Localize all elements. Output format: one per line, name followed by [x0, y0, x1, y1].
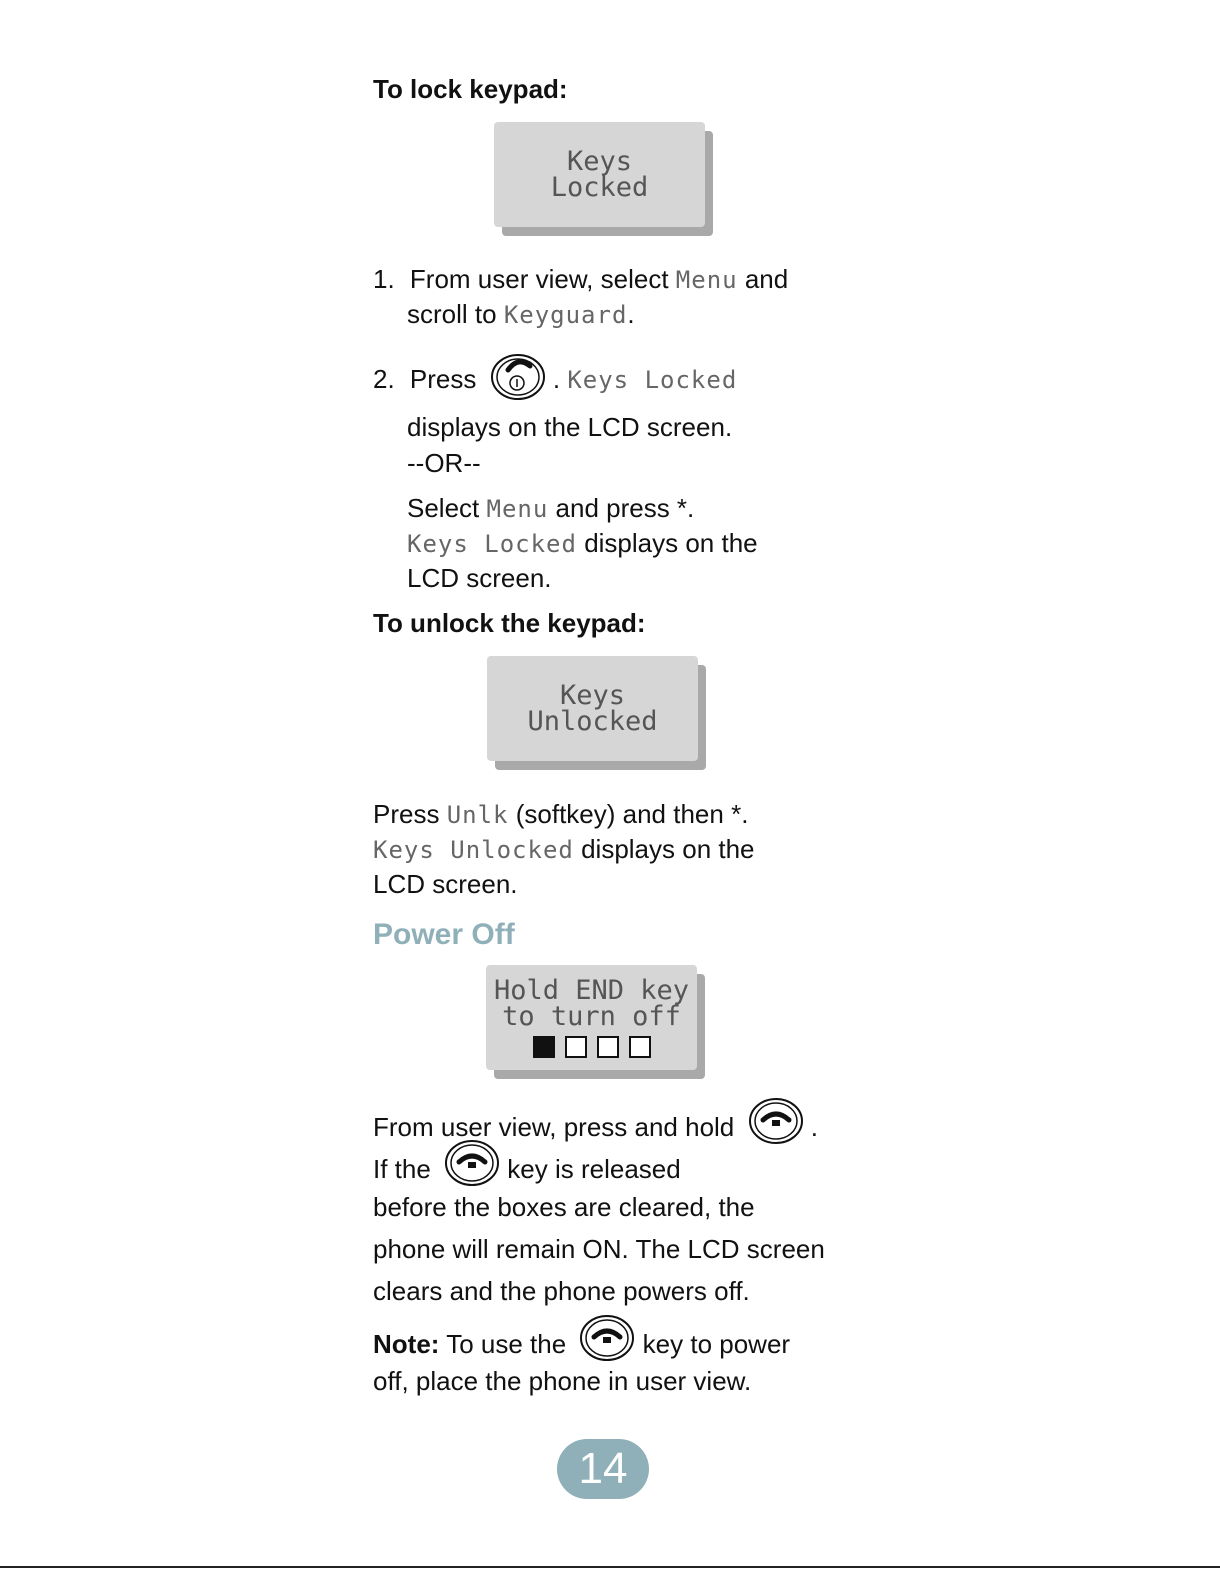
- unlk-softkey-text: Unlk: [446, 801, 509, 829]
- lcd-keys-unlocked: [487, 656, 698, 761]
- unlock-instructions: [373, 797, 853, 901]
- unlock-text: displays on the: [581, 834, 755, 864]
- unlock-text: (softkey) and then *.: [515, 799, 749, 829]
- lcd-keys-locked: [494, 122, 705, 227]
- note-text: To use the: [446, 1328, 567, 1359]
- step-text: displays on the LCD screen.: [407, 412, 733, 442]
- period: .: [552, 363, 561, 394]
- step-text: Press: [409, 363, 477, 394]
- unlock-text: Press: [373, 799, 440, 829]
- power-text: key is released: [507, 1153, 681, 1184]
- power-off-title: Power Off: [373, 918, 515, 951]
- step-text: From user view, select: [409, 264, 669, 294]
- lcd-line-1: Keys: [559, 679, 626, 711]
- step-text: scroll to: [407, 299, 497, 329]
- step-text-and: and: [744, 264, 789, 294]
- lcd-line-2: to turn off: [502, 1000, 681, 1032]
- progress-box-filled: [533, 1036, 555, 1058]
- note-label: Note:: [373, 1328, 440, 1359]
- progress-box-empty: [597, 1036, 619, 1058]
- lcd-line-2: Locked: [550, 171, 649, 203]
- lcd-line-2: Unlocked: [527, 705, 658, 737]
- keys-unlocked-text: Keys Unlocked: [373, 836, 574, 864]
- lcd-line-1: Keys: [566, 145, 633, 177]
- page-number: 14: [557, 1439, 649, 1499]
- note-line-2: off, place the phone in user view.: [373, 1366, 752, 1396]
- power-off-line-4: phone will remain ON. The LCD screen: [373, 1234, 825, 1264]
- power-key-icon: [490, 352, 546, 410]
- menu-softkey-text: Menu: [486, 495, 549, 523]
- step-number: 2.: [373, 363, 395, 394]
- lcd-line-1: Hold END key: [493, 974, 690, 1006]
- lock-alternative: [407, 491, 847, 595]
- power-off-line-3: before the boxes are cleared, the: [373, 1192, 755, 1222]
- progress-box-empty: [565, 1036, 587, 1058]
- keys-locked-text: Keys Locked: [407, 530, 577, 558]
- progress-box-empty: [629, 1036, 651, 1058]
- lock-heading: To lock keypad:: [373, 74, 568, 104]
- power-off-line-5: clears and the phone powers off.: [373, 1276, 750, 1306]
- alt-text: LCD screen.: [407, 563, 552, 593]
- alt-text: and press *.: [555, 493, 695, 523]
- unlock-text: LCD screen.: [373, 869, 518, 899]
- lcd-hold-end-key: [486, 965, 697, 1070]
- menu-softkey-text: Menu: [675, 266, 738, 294]
- note-text: key to power: [642, 1328, 791, 1359]
- step-number: 1.: [373, 264, 395, 294]
- progress-boxes: [533, 1036, 651, 1058]
- period: .: [810, 1111, 818, 1142]
- alt-text: displays on the: [584, 528, 758, 558]
- lock-step-2: [373, 352, 853, 444]
- power-text: From user view, press and hold: [373, 1111, 735, 1142]
- bottom-rule: [0, 1566, 1220, 1568]
- or-separator: --OR--: [407, 448, 481, 478]
- unlock-heading: To unlock the keypad:: [373, 608, 646, 638]
- keyguard-text: Keyguard: [503, 301, 628, 329]
- alt-text: Select: [407, 493, 480, 523]
- period: .: [627, 299, 635, 329]
- power-text: If the: [373, 1153, 431, 1184]
- keys-locked-text: Keys Locked: [567, 365, 738, 394]
- lock-step-1: [373, 262, 853, 332]
